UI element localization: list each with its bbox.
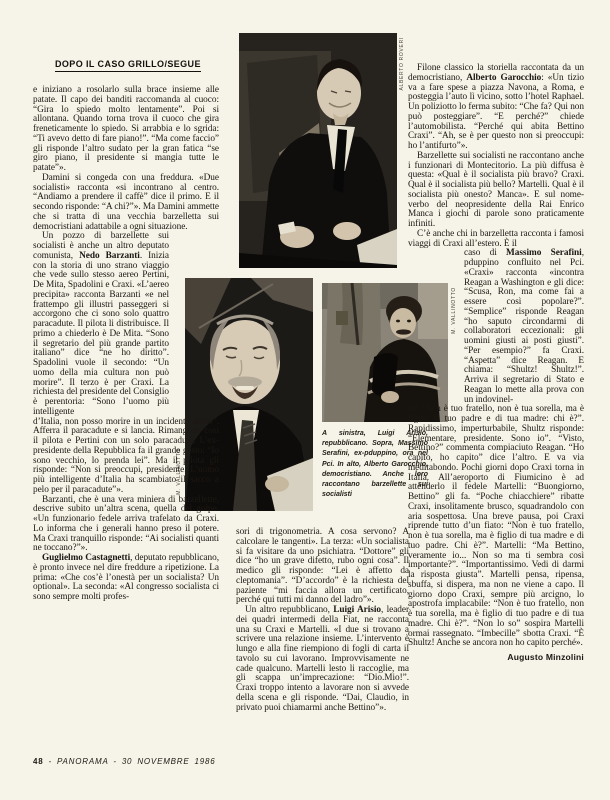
column-right bbox=[408, 64, 584, 663]
paragraph: d’Italia, non posso morire in un incidente aereo”. Afferra il paracadute e si lancia. Rimangono così il pilota e Pertini con un solo paracadute. L’ex-presidente della Repubblica fa il grande gesto: “Io sono vecchio, lo prenda lei”. Ma il pilota gli risponde: “Non si preoccupi, presidente. L’uomo più intelligente d’Italia ha scambiato il sacco a pelo per il paracadute”». bbox=[33, 416, 219, 495]
paragraph: Barzanti, che è una vera miniera di barzellette, descrive subito un’altra scena, quella del golpe. «Un funzionario fedele arriva trafelato da Craxi. Lo informa che i generali hanno preso il potere. Ma Craxi tranquillo risponde: “Ai socialisti quanti ne toccano?”». bbox=[33, 494, 219, 554]
text-run: Filone classico la storiella raccontata da un democristiano, bbox=[408, 63, 584, 83]
paragraph bbox=[236, 606, 409, 713]
col3-block-indented bbox=[464, 249, 584, 405]
person-name: Luigi Arisio bbox=[333, 605, 381, 615]
page-number: 48 bbox=[33, 757, 44, 766]
col3-block-top bbox=[408, 64, 584, 249]
text-run: , leader dei quadri intermedi della Fiat, ne racconta una su Craxi e Martelli. «I due si trovano a scrivere una relazione insieme. L’intervento è lungo e alla fine riempiono di fogli di carta il tavolo su cui lavorano. Improvvisamente ne cade qualcuno. Martelli lesto li raccoglie, ma gli scappa un’imprecazione: “Dio.Mio!”. Craxi troppo intento a lavorare non si avvede della scena e gli risponde. “Dai, Claudio, in privato puoi chiamarmi anche Bettino”». bbox=[236, 605, 409, 713]
person-name: Guglielmo Castagnetti bbox=[42, 553, 131, 563]
paragraph: lo: “Non è tuo fratello, non è tua sorella, ma è figlio di tuo padre e di tua madre: chi è?”. Rapidissimo, imperturbabile, Shultz risponde: “Elementare, presidente. Sono io”. “Visto, Bettino?” commenta compiaciuto Reagan. “Ho capito, ho capito” dice l’altro. E va via meditabondo. Pochi giorni dopo Craxi torna in Italia. All’aeroporto di Fiumicino è ad attenderlo il fedele Martelli: “Buongiorno, Bettino” gli fa. “Poche chiacchiere” ribatte Craxi, insolitamente brusco, squadrandolo con aria sospettosa. Una breve pausa, poi Craxi riprende tutto d’un fiato: “Non è tuo fratello, non è tua sorella, ma è figlio di tua madre e di tuo padre. Chi è?”. Martelli: “Ma Bettino, veramente io... Non so ma ti sembra così importante?”. “Importantissimo. Vedi di darmi la risposta giusta”. Martelli pensa, ripensa, sbuffa, si dispera, ma non ne viene a capo. Il giorno dopo Craxi, sempre più arcigno, lo apostrofa implacabile: “Non è tuo fratello, non è tua sorella, ma è figlio di tuo padre e di tua madre. Chi è?”. “Non lo so” sospira Martelli ormai rassegnato. “Imbecille” sbotta Craxi. “È Shultz! Anche se ancora non ho capito perché». bbox=[408, 404, 584, 649]
text-run: caso di bbox=[464, 248, 507, 259]
text-run: Un pozzo di barzellette sui socialisti è anche un altro deputato comunista, bbox=[33, 231, 169, 261]
person-name: Nedo Barzanti bbox=[79, 250, 140, 261]
photo-garocchio bbox=[239, 33, 397, 268]
column-left bbox=[33, 86, 219, 603]
paragraph bbox=[464, 249, 584, 405]
paragraph bbox=[408, 64, 584, 152]
column-centre bbox=[236, 528, 409, 713]
person-name: Alberto Garocchio bbox=[466, 72, 542, 83]
paragraph: Barzellette sui socialisti ne raccontano anche i funzionari di Montecitorio. La più diffusa è questa: «Qual è il socialista più bravo? Craxi. Qual è il socialista più bello? Martelli. Qual è il socialista più onesto? Manca». E sul nome-verbo del neopresidente della Rai Enrico Manca i giochi di parole sono praticamente infiniti. bbox=[408, 150, 584, 229]
photo-credit-arisio: M. VALLINOTTO bbox=[176, 448, 182, 495]
col3-block-bottom bbox=[408, 405, 584, 663]
footer-magazine-date: - PANORAMA - 30 NOVEMBRE 1986 bbox=[43, 757, 216, 766]
paragraph: C’è anche chi in barzelletta racconta i famosi viaggi di Craxi all’estero. È il bbox=[408, 228, 584, 249]
text-run: , deputato repubblicano, è pronto invece nel dire freddure a ripetizione. La prima: «Che cos’è l’onestà per un socialista? Un optional». La seconda: «Al congresso socialista ci sono sempre molti profes- bbox=[33, 553, 219, 602]
col1-block-narrow bbox=[33, 232, 169, 417]
paragraph: e iniziano a rosolarlo sulla brace insieme alle patate. Il capo dei banditi raccomanda al cuoco: “Gira lo spiedo molto lentamente”. Poi si allontana. Quando torna trova il cuoco che gira freneticamente lo spiedo. Si arrabbia e lo sgrida: “Ti avevo detto di fare piano!”. “Ma come faccio” gli risponde l’altro sudato per la gran fatica “se giro piano, il presidente si mangia tutte le patate”». bbox=[33, 85, 219, 173]
photo-caption: A sinistra, Luigi Arisio, repubblicano. Sopra, Massimo Serafini, ex-pduppino, ora nel Pci. In alto, Alberto Garocchio, democristiano. Anche loro raccontano barzellette sui socialisti bbox=[322, 430, 428, 499]
text-run: : «Un tizio va a fare spese a piazza Navona, a Roma, e posteggia l’auto lì vicino, sotto l’hotel Raphael. Un poliziotto lo ferma subito: “Che fa? Qui non può posteggiare”. “E perché?” chiede l’automobilista. “Perché qui abita Bettino Craxi”. “Ah, se è per questo non si preoccupi: ho l’antifurto”». bbox=[408, 72, 584, 151]
person-name: Massimo Serafini bbox=[506, 248, 582, 259]
section-header-label: DOPO IL CASO GRILLO/SEGUE bbox=[55, 59, 201, 72]
text-run: . Inizia con la storia di uno strano viaggio che vede sullo stesso aereo Pertini, De Mita, Spadolini e Craxi. «L’aereo precipita» racconta Barzanti «e nel frattempo gli illustri passeggeri si accorgono che ci sono solo quattro paracadute. Il pilota li distribuisce. Il primo a chiederlo è De Mita. “Sono il segretario del più grande partito italiano” dice “ne ho diritto”. Spadolini vuole il secondo: “Un uomo della mia cultura non può morire”. Il terzo è per Craxi. La richiesta del presidente del Consiglio è perentoria: “Sono l’uomo più intelligente bbox=[33, 250, 170, 417]
author-byline: Augusto Minzolini bbox=[507, 652, 584, 662]
photo-credit-serafini: M. VALLINOTTO bbox=[451, 287, 457, 334]
page-footer bbox=[33, 757, 216, 766]
text-run: , pduppino confluito nel Pci. «Craxi» racconta «incontra Reagan a Washington e gli dice: “Scusa, Ron, ma come fai a essere così popolare?”. “Semplice” risponde Reagan “ho saputo circondarmi di collaboratori eccezionali: gli uomini giusti ai posti giusti”. “Per esempio?” fa Craxi. “Aspetta” dice Reagan. E chiama: “Shultz! Shultz!”. Arriva il segretario di Stato e Reagan lo mette alla prova con un indovinel- bbox=[464, 248, 584, 405]
text-run: Un altro repubblicano, bbox=[245, 605, 334, 615]
col1-block-bottom bbox=[33, 418, 219, 603]
section-header bbox=[55, 59, 201, 72]
col1-block-top bbox=[33, 86, 219, 232]
paragraph bbox=[33, 232, 169, 417]
paragraph bbox=[33, 554, 219, 603]
paragraph: sori di trigonometria. A cosa servono? A calcolare le tangenti». La terza: «Un socialista si fa visitare da uno psichiatra. “Dottore” gli dice “ho un grave difetto, rubo ogni cosa”. Il medico gli risponde: “Lei è affetto da cleptomania”. “D’accordo” è la richiesta del paziente “mi faccia allora un certificato, perché qui tutti mi danno del ladro”». bbox=[236, 527, 409, 606]
photo-credit-garocchio: ALBERTO ROVERI bbox=[399, 37, 405, 91]
photo-garocchio-image bbox=[239, 33, 397, 268]
paragraph: Damini si congeda con una freddura. «Due socialisti» racconta «si incontrano al centro. “Andiamo a prendere il caffè” dice il primo. E il secondo risponde: “A chi?”». Ma Damini ammette che si tratta di una vecchia barzelletta sui democristiani adattabile a ogni situazione. bbox=[33, 172, 219, 232]
